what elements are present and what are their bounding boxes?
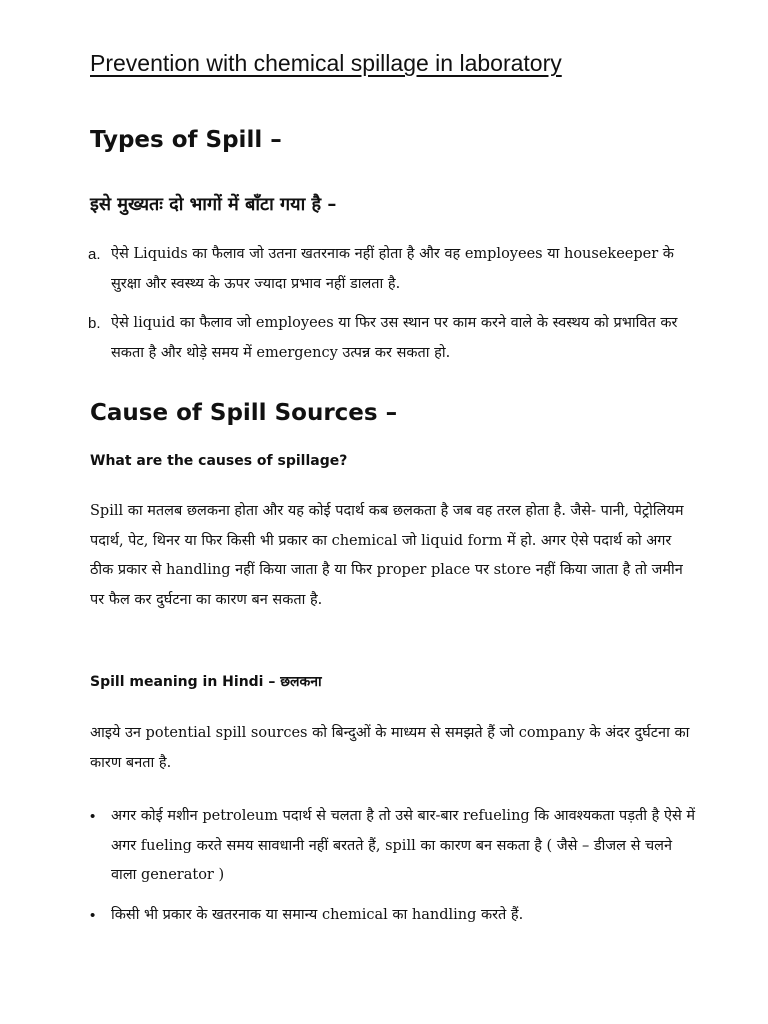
section-heading-cause-of-spill: Cause of Spill Sources – <box>90 400 398 426</box>
bullet-icon: • <box>90 808 96 825</box>
subheading-spill-meaning: Spill meaning in Hindi – छलकना <box>90 674 322 690</box>
spill-sources-list <box>90 802 700 940</box>
list-marker: b. <box>88 315 101 332</box>
paragraph-spill-sources: आइये उन potential spill sources को बिन्दुओं के माध्यम से समझते हैं जो company के अंदर दुर्घटना का कारण बनता है. <box>90 725 690 771</box>
spill-types-list <box>90 240 700 378</box>
document-title: Prevention with chemical spillage in laboratory <box>90 50 562 76</box>
subheading-causes-question: What are the causes of spillage? <box>90 453 348 469</box>
list-item-text: ऐसे Liquids का फैलाव जो उतना खतरनाक नहीं होता है और वह employees या housekeeper के सुरक्षा और स्वस्थ्य के ऊपर ज्यादा प्रभाव नहीं डालता है. <box>111 246 674 292</box>
section-heading-types-of-spill: Types of Spill – <box>90 127 282 153</box>
list-item-text: किसी भी प्रकार के खतरनाक या समान्य chemical का handling करते हैं. <box>111 906 524 923</box>
list-item-text: ऐसे liquid का फैलाव जो employees या फिर उस स्थान पर काम करने वाले के स्वस्थय को प्रभावित कर सकता है और थोड़े समय में emergency उत्पन्न कर सकता हो. <box>111 315 678 361</box>
list-item <box>90 901 700 931</box>
list-item <box>90 802 700 891</box>
list-item-text: अगर कोई मशीन petroleum पदार्थ से चलता है तो उसे बार-बार refueling कि आवश्यकता पड़ती है ऐसे में अगर fueling करते समय सावधानी नहीं बरतते हैं, spill का कारण बन सकता है ( जैसे – डीजल से चलने वाला generator ) <box>111 808 696 883</box>
list-item <box>90 240 700 299</box>
paragraph-spill-definition: Spill का मतलब छलकना होता और यह कोई पदार्थ कब छलकता है जब वह तरल होता है. जैसे- पानी, पेट्रोलियम पदार्थ, पेट, थिनर या फिर किसी भी प्रकार का chemical जो liquid form में हो. अगर ऐसे पदार्थ को अगर ठीक प्रकार से handling नहीं किया जाता है या फिर proper place पर store नहीं किया जाता है तो जमीन पर फैल कर दुर्घटना का कारण बन सकता है. <box>90 503 684 608</box>
section-intro: इसे मुख्यतः दो भागों में बाँटा गया है – <box>90 194 337 215</box>
list-item <box>90 309 700 368</box>
list-marker: a. <box>88 246 101 263</box>
bullet-icon: • <box>90 906 96 924</box>
